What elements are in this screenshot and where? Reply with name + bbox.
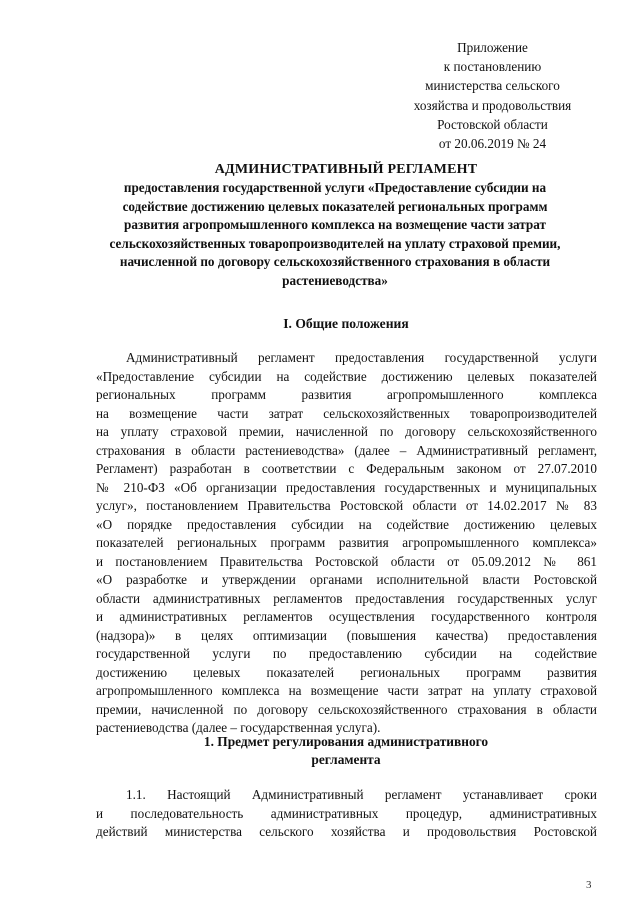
page-number: 3	[586, 879, 592, 891]
paragraph-line: услуг», постановлением Правительства Ростовской области от 14.02.2017 № 83	[96, 498, 597, 513]
subsection-heading-line: 1. Предмет регулирования административного	[203, 734, 489, 749]
subtitle-line: развития агропромышленного комплекса на возмещение части затрат	[124, 217, 546, 233]
document-title: АДМИНИСТРАТИВНЫЙ РЕГЛАМЕНТ	[214, 162, 478, 177]
paragraph-line: и последовательность административных процедур, административных	[96, 805, 597, 821]
paragraph-line: показателей региональных программ развития агропромышленного комплекса»	[96, 535, 597, 550]
appendix-block	[400, 38, 585, 153]
paragraph-line: «Предоставление субсидии на содействие достижению целевых показателей	[96, 368, 597, 384]
paragraph-line: на возмещение части затрат сельскохозяйственных товаропроизводителей	[96, 405, 597, 421]
subtitle-line: начисленной по договору сельскохозяйственного страхования в области	[119, 254, 551, 270]
paragraph-line: Административный регламент предоставления государственной услуги	[126, 350, 597, 365]
paragraph-line: области административных регламентов предоставления государственных услуг	[96, 590, 597, 606]
subtitle-line: предоставления государственной услуги «Предоставление субсидии на	[123, 180, 547, 195]
paragraph-line: 1.1. Настоящий Административный регламент устанавливает сроки	[126, 787, 597, 802]
subsection-heading-line: регламента	[311, 752, 381, 767]
paragraph-line: действий министерства сельского хозяйства и продовольствия Ростовской	[96, 824, 597, 839]
paragraph-line: достижению целевых показателей региональных программ развития	[96, 664, 597, 680]
paragraph-line: Регламент) разработан в соответствии с Федеральным законом от 27.07.2010	[96, 461, 597, 476]
paragraph-line: растениеводства (далее – государственная услуга).	[96, 720, 381, 735]
paragraph-line: и административных регламентов осуществления государственного контроля	[96, 609, 597, 624]
appendix-line: от 20.06.2019 № 24	[438, 136, 547, 152]
paragraph-line: «О порядке предоставления субсидии на содействие достижению целевых	[96, 516, 597, 532]
appendix-line: министерства сельского	[425, 78, 560, 94]
paragraph-line: № 210-ФЗ «Об организации предоставления государственных и муниципальных	[96, 479, 597, 495]
paragraph-line: на уплату страховой премии, начисленной по договору сельскохозяйственного	[96, 424, 597, 439]
subtitle-line: сельскохозяйственных товаропроизводителей на уплату страховой премии,	[109, 235, 561, 251]
paragraph-line: региональных программ развития агропромышленного комплекса	[96, 387, 597, 402]
section-heading: I. Общие положения	[283, 316, 409, 331]
appendix-line: хозяйства и продовольствия	[413, 97, 572, 113]
paragraph-line: «О разработке и утверждении органами исполнительной власти Ростовской	[96, 572, 597, 587]
subtitle-line: содействие достижению целевых показателей региональных программ	[122, 198, 548, 214]
subsection-heading	[96, 733, 596, 769]
appendix-line: Ростовской области	[437, 116, 548, 132]
section-paragraph	[96, 349, 597, 738]
paragraph-line: премии, начисленной по договору сельскохозяйственного страхования в области	[96, 701, 597, 717]
subsection-paragraph	[96, 786, 597, 842]
subtitle-line: растениеводства»	[282, 272, 388, 288]
paragraph-line: страхования в области растениеводства» (далее – Административный регламент,	[96, 442, 597, 458]
paragraph-line: агропромышленного комплекса на возмещение части затрат на уплату страховой	[96, 683, 597, 698]
appendix-line: Приложение	[457, 40, 528, 55]
document-subtitle	[70, 179, 600, 291]
appendix-line: к постановлению	[443, 59, 542, 75]
paragraph-line: государственной услуги по предоставлению субсидии на содействие	[96, 646, 597, 661]
paragraph-line: (надзора)» в целях оптимизации (повышения качества) предоставления	[96, 627, 597, 643]
paragraph-line: и постановлением Правительства Ростовской области от 05.09.2012 № 861	[96, 553, 597, 569]
